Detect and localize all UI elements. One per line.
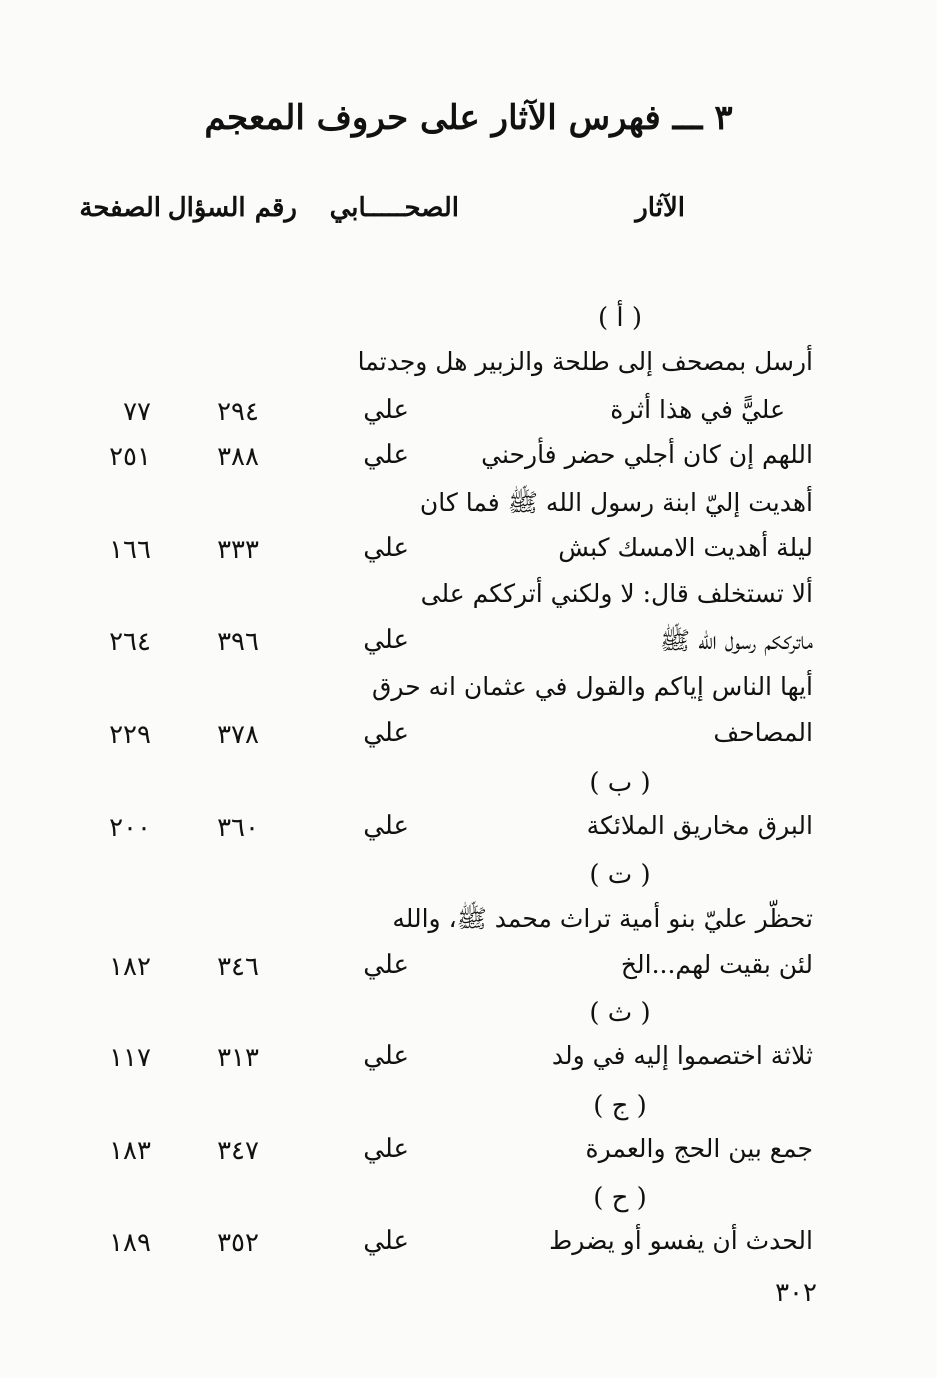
- section-heading-alif: ( أ ): [597, 303, 643, 333]
- column-header-companion: الصحـــــابي: [329, 193, 459, 223]
- entry-text-line: لئن بقيت لهم...الخ: [620, 950, 813, 979]
- entry-page-number: ٢٠٠: [109, 813, 151, 843]
- entry-companion: علي: [363, 811, 409, 841]
- page-title: ٣ ـــ فهرس الآثار على حروف المعجم: [204, 98, 733, 138]
- entry-text-line: ليلة أهديت الامسك كبش: [558, 533, 813, 562]
- entry-text-line: أرسل بمصحف إلى طلحة والزبير هل وجدتما: [357, 347, 813, 376]
- entry-question-number: ٣٨٨: [217, 442, 259, 472]
- entry-companion: علي: [363, 950, 409, 980]
- column-header-athar: الآثار: [635, 193, 685, 223]
- section-heading-ha: ( ح ): [593, 1183, 647, 1213]
- column-header-question-number: رقم السؤال: [167, 193, 297, 223]
- entry-text-line: ماترككم رسول الله ﷺ: [659, 626, 813, 655]
- page-number: ٣٠٢: [775, 1278, 817, 1308]
- entry-companion: علي: [363, 1134, 409, 1164]
- entry-text-line: تحظّر عليّ بنو أمية تراث محمد ﷺ، والله: [392, 904, 813, 933]
- entry-companion: علي: [363, 1041, 409, 1071]
- entry-companion: علي: [363, 1226, 409, 1256]
- entry-text-line: ثلاثة اختصموا إليه في ولد: [551, 1041, 813, 1070]
- entry-text-line: ألا تستخلف قال: لا ولكني أترككم على: [420, 579, 813, 608]
- entry-companion: علي: [363, 533, 409, 563]
- entry-question-number: ٣٤٦: [217, 952, 259, 982]
- entry-companion: علي: [363, 718, 409, 748]
- entry-question-number: ٣٧٨: [217, 720, 259, 750]
- entry-companion: علي: [363, 625, 409, 655]
- section-heading-ba: ( ب ): [589, 768, 651, 798]
- entry-question-number: ٣٣٣: [217, 535, 259, 565]
- entry-question-number: ٢٩٤: [217, 397, 259, 427]
- entry-text-line: أهديت إليّ ابنة رسول الله ﷺ فما كان: [419, 488, 813, 517]
- entry-page-number: ٢٢٩: [109, 720, 151, 750]
- entry-text-line: المصاحف: [713, 718, 813, 747]
- section-heading-jim: ( ج ): [593, 1091, 647, 1121]
- entry-question-number: ٣٦٠: [217, 813, 259, 843]
- entry-companion: علي: [363, 395, 409, 425]
- entry-page-number: ٧٧: [123, 397, 151, 427]
- entry-text-line: البرق مخاريق الملائكة: [586, 811, 813, 840]
- entry-page-number: ١٦٦: [109, 535, 151, 565]
- entry-text-line: أيها الناس إياكم والقول في عثمان انه حرق: [372, 672, 813, 701]
- entry-page-number: ٢٥١: [109, 442, 151, 472]
- entry-page-number: ٢٦٤: [109, 627, 151, 657]
- entry-question-number: ٣٤٧: [217, 1136, 259, 1166]
- entry-text-line: عليًّ في هذا أثرة: [610, 395, 785, 424]
- section-heading-ta: ( ت ): [589, 860, 651, 890]
- entry-page-number: ١٨٢: [109, 952, 151, 982]
- entry-page-number: ١٨٣: [109, 1136, 151, 1166]
- entry-text-line: الحدث أن يفسو أو يضرط: [549, 1226, 813, 1255]
- entry-question-number: ٣٥٢: [217, 1228, 259, 1258]
- column-header-page: الصفحة: [79, 193, 161, 223]
- entry-companion: علي: [363, 440, 409, 470]
- entry-text-line: جمع بين الحج والعمرة: [585, 1134, 813, 1163]
- entry-question-number: ٣١٣: [217, 1043, 259, 1073]
- entry-page-number: ١١٧: [109, 1043, 151, 1073]
- entry-page-number: ١٨٩: [109, 1228, 151, 1258]
- entry-question-number: ٣٩٦: [217, 627, 259, 657]
- entry-text-line: اللهم إن كان أجلي حضر فأرحني: [481, 440, 813, 469]
- section-heading-tha: ( ث ): [589, 998, 651, 1028]
